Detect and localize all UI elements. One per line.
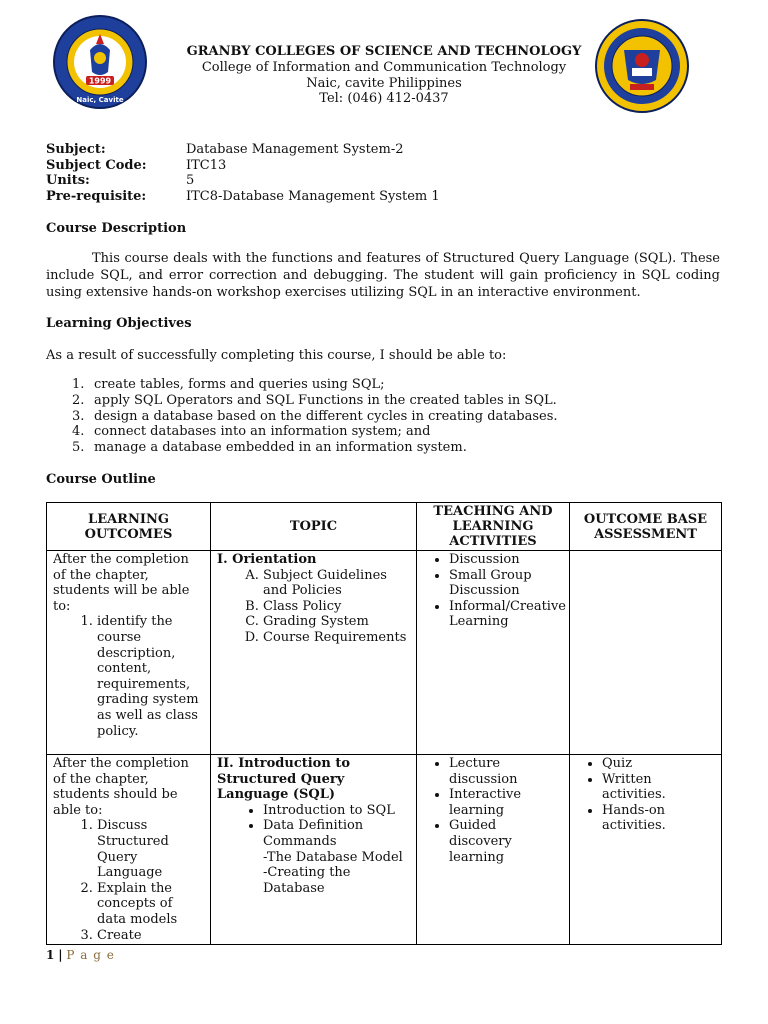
info-key: Subject: — [46, 142, 106, 157]
activity-item: • Lecture discussion — [449, 756, 563, 787]
column-header: TOPIC — [211, 503, 417, 551]
college-name: College of Information and Communication Technology — [201, 60, 567, 75]
activity-item: • Guided discovery learning — [449, 818, 563, 865]
topic-item: A. Subject Guidelines and Policies — [263, 568, 410, 599]
topic-cell — [211, 551, 417, 755]
info-value: ITC8-Database Management System 1 — [186, 189, 440, 204]
objective-item: 5. manage a database embedded in an information system. — [72, 440, 467, 455]
page-number: 1 — [46, 948, 55, 962]
page-footer — [46, 948, 115, 962]
learning-outcomes-cell — [47, 551, 211, 755]
activity-item: • Informal/Creative Learning — [449, 599, 563, 630]
assessment-list — [576, 756, 715, 834]
activity-item: • Interactive learning — [449, 787, 563, 818]
topic-item: B. Class Policy — [263, 599, 410, 615]
assessment-cell — [570, 551, 722, 755]
left-seal-place: Naic, Cavite — [76, 96, 124, 104]
activity-item: • Small Group Discussion — [449, 568, 563, 599]
assessment-item: • Written activities. — [602, 772, 715, 803]
outcome-item: 2. Explain the concepts of data models — [97, 881, 204, 928]
topic-list — [217, 803, 410, 897]
assessment-item: • Quiz — [602, 756, 715, 772]
activity-item: • Discussion — [449, 552, 563, 568]
learning-objectives-heading: Learning Objectives — [46, 316, 192, 331]
objective-text: design a database based on the different cycles in creating databases. — [94, 409, 558, 424]
outcome-item: 1. identify the course description, content, requirements, grading system as well as class policy. — [97, 614, 204, 739]
table-row — [47, 755, 722, 945]
table-row — [47, 551, 722, 755]
objective-item: 3. design a database based on the different cycles in creating databases. — [72, 409, 558, 424]
topic-list — [217, 568, 410, 646]
outcome-list — [53, 818, 204, 943]
topic-subitem: -The Database Model — [263, 849, 403, 865]
info-key: Pre-requisite: — [46, 189, 147, 204]
topic-item: C. Grading System — [263, 614, 410, 630]
objective-text: apply SQL Operators and SQL Functions in the created tables in SQL. — [94, 393, 557, 408]
page-label: P a g e — [66, 948, 115, 962]
topic-subitem: -Creating the Database — [263, 865, 351, 896]
table-header-row — [47, 503, 722, 551]
activities-cell — [417, 755, 570, 945]
activities-cell — [417, 551, 570, 755]
column-header: OUTCOME BASE ASSESSMENT — [570, 503, 722, 551]
topic-item — [263, 818, 410, 896]
learning-outcomes-cell — [47, 755, 211, 945]
activities-list — [423, 552, 566, 630]
assessment-cell — [570, 755, 722, 945]
info-key: Units: — [46, 173, 90, 188]
objective-text: connect databases into an information system; and — [94, 424, 431, 439]
institution-name: GRANBY COLLEGES OF SCIENCE AND TECHNOLOGY — [186, 44, 582, 59]
topic-item-label: Data Definition Commands — [263, 818, 364, 849]
topic-cell — [211, 755, 417, 945]
objective-text: create tables, forms and queries using SQL; — [94, 377, 385, 392]
outcome-list — [53, 614, 204, 739]
college-telephone: Tel: (046) 412-0437 — [319, 91, 449, 106]
activities-list — [423, 756, 563, 865]
objective-text: manage a database embedded in an information system. — [94, 440, 467, 455]
topic-item: • Introduction to SQL — [263, 803, 410, 819]
college-location: Naic, cavite Philippines — [306, 76, 462, 91]
info-value: ITC13 — [186, 158, 227, 173]
left-seal-year: 1999 — [88, 76, 112, 86]
course-description-body: This course deals with the functions and features of Structured Query Language (SQL). These include SQL, and error correction and debugging. The student will gain proficiency in SQL coding using extensive hands-on workshop exercises utilizing SQL in an interactive environment. — [46, 251, 720, 300]
info-key: Subject Code: — [46, 158, 147, 173]
course-outline-table — [46, 502, 722, 945]
course-outline-heading: Course Outline — [46, 472, 156, 487]
topic-item: D. Course Requirements — [263, 630, 410, 646]
course-description-text — [46, 250, 720, 301]
objective-item: 1. create tables, forms and queries using SQL; — [72, 377, 385, 392]
objective-item: 2. apply SQL Operators and SQL Functions in the created tables in SQL. — [72, 393, 557, 408]
page-separator: | — [58, 948, 63, 962]
info-value: 5 — [186, 173, 195, 188]
assessment-item: • Hands-on activities. — [602, 803, 715, 834]
learning-objectives-intro: As a result of successfully completing this course, I should be able to: — [46, 348, 507, 363]
outcome-item: 1. Discuss Structured Query Language — [97, 818, 204, 880]
topic-title: II. Introduction to Structured Query Language (SQL) — [217, 756, 350, 803]
outcome-intro: After the completion of the chapter, students should be able to: — [53, 756, 189, 818]
topic-title: I. Orientation — [217, 552, 317, 567]
info-value: Database Management System-2 — [186, 142, 404, 157]
column-header: LEARNING OUTCOMES — [47, 503, 211, 551]
column-header: TEACHING AND LEARNING ACTIVITIES — [417, 503, 570, 551]
outcome-item: 3. Create — [97, 928, 204, 944]
outcome-intro: After the completion of the chapter, students will be able to: — [53, 552, 190, 614]
objective-item: 4. connect databases into an information system; and — [72, 424, 431, 439]
course-description-heading: Course Description — [46, 221, 187, 236]
